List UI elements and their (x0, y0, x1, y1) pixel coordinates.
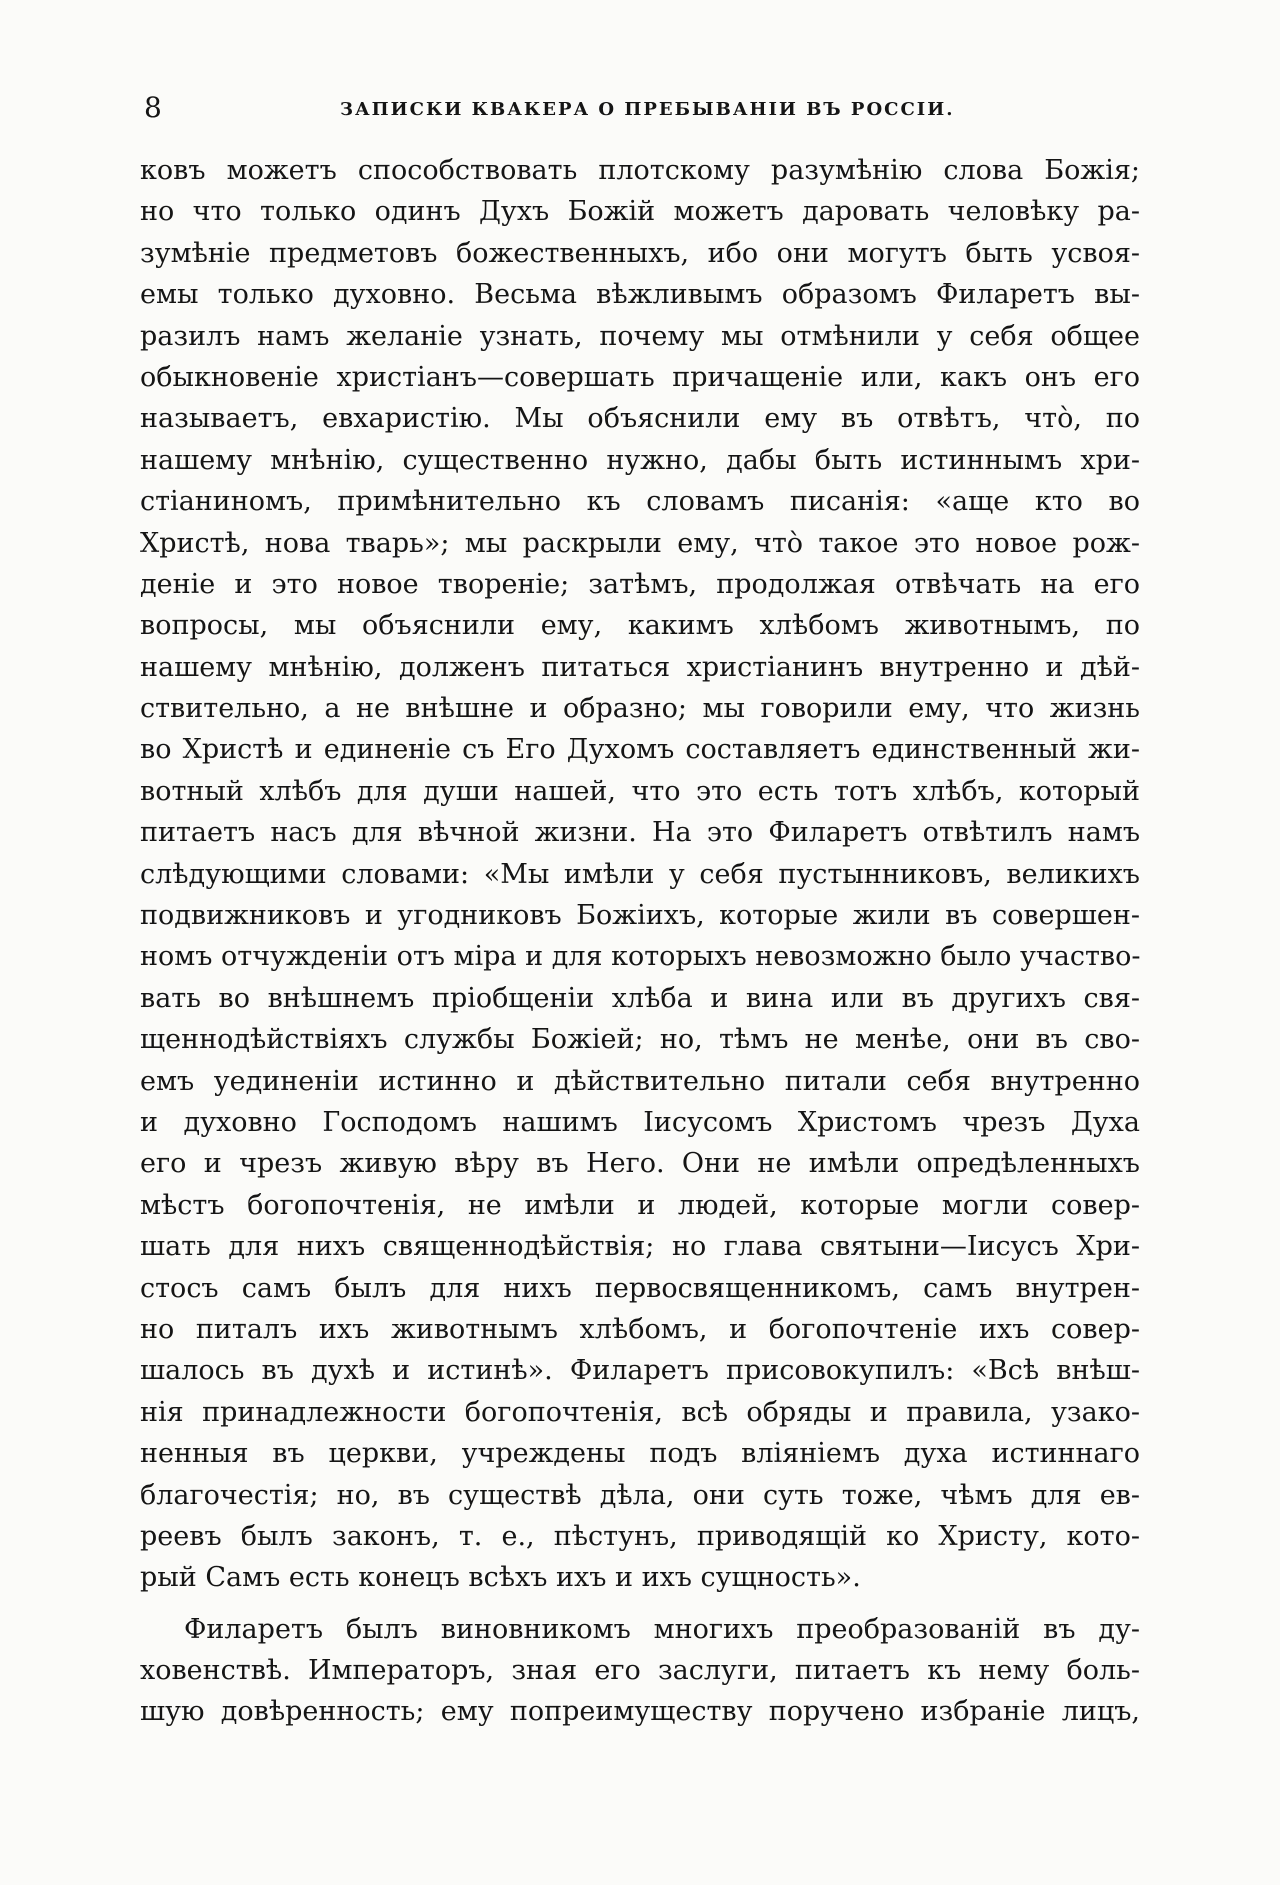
text-line: нашему мнѣнію, долженъ питаться христіанинъ внутренно и дѣй- (140, 651, 1140, 683)
text-line: вотный хлѣбъ для души нашей, что это есть тотъ хлѣбъ, который (140, 775, 1140, 807)
text-line: слѣдующими словами: «Мы имѣли у себя пустынниковъ, великихъ (140, 858, 1140, 890)
text-line: шалось въ духѣ и истинѣ». Филаретъ присовокупилъ: «Всѣ внѣш- (140, 1355, 1140, 1387)
text-line: шую довѣренность; ему попреимуществу поручено избраніе лицъ, (140, 1696, 1140, 1728)
text-line: шать для нихъ священнодѣйствія; но глава святыни—Іисусъ Хри- (140, 1231, 1140, 1263)
text-line: ствительно, а не внѣшне и образно; мы говорили ему, что жизнь (140, 693, 1140, 725)
text-line: емъ уединеніи истинно и дѣйствительно питали себя внутренно (140, 1065, 1140, 1097)
text-line: вать во внѣшнемъ пріобщеніи хлѣба и вина или въ другихъ свя- (140, 982, 1140, 1014)
text-line: емы только духовно. Весьма вѣжливымъ образомъ Филаретъ вы- (140, 279, 1140, 311)
paragraph-gap (140, 1599, 1140, 1609)
text-line: ненныя въ церкви, учреждены подъ вліяніемъ духа истиннаго (140, 1438, 1140, 1470)
text-line: нашему мнѣнію, существенно нужно, дабы быть истиннымъ хри- (140, 444, 1140, 476)
text-line: щеннодѣйствіяхъ службы Божіей; но, тѣмъ не менѣе, они въ сво- (140, 1024, 1140, 1056)
text-line: подвижниковъ и угодниковъ Божіихъ, которые жили въ совершен- (140, 900, 1140, 932)
text-line: называетъ, евхаристію. Мы объяснили ему въ отвѣтъ, что̀, по (140, 403, 1140, 435)
text-line: стіаниномъ, примѣнительно къ словамъ писанія: «аще кто во (140, 486, 1140, 518)
text-line: вопросы, мы объяснили ему, какимъ хлѣбомъ животнымъ, по (140, 610, 1140, 642)
text-line: питаетъ насъ для вѣчной жизни. На это Филаретъ отвѣтилъ намъ (140, 817, 1140, 849)
text-line: мѣстъ богопочтенія, не имѣли и людей, которые могли совер- (140, 1189, 1140, 1221)
text-line: нія принадлежности богопочтенія, всѣ обряды и правила, узако- (140, 1396, 1140, 1428)
text-line: разилъ намъ желаніе узнать, почему мы отмѣнили у себя общее (140, 320, 1140, 352)
text-line: но питалъ ихъ животнымъ хлѣбомъ, и богопочтеніе ихъ совер- (140, 1313, 1140, 1345)
paragraph (140, 150, 1140, 1599)
page-number: 8 (144, 91, 162, 124)
text-line: во Христѣ и единеніе съ Его Духомъ составляетъ единственный жи- (140, 734, 1140, 766)
text-line: стосъ самъ былъ для нихъ первосвященникомъ, самъ внутрен- (140, 1272, 1140, 1304)
running-title: ЗАПИСКИ КВАКЕРА О ПРЕБЫВАНІИ ВЪ РОССІИ. (340, 99, 955, 120)
text-line: но что только одинъ Духъ Божій можетъ даровать человѣку ра- (140, 196, 1140, 228)
text-line: Христѣ, нова тварь»; мы раскрыли ему, что̀ такое это новое рож- (140, 527, 1140, 559)
text-line: и духовно Господомъ нашимъ Іисусомъ Христомъ чрезъ Духа (140, 1106, 1140, 1138)
text-line: ковъ можетъ способствовать плотскому разумѣнію слова Божія; (140, 155, 1140, 186)
text-line: зумѣніе предметовъ божественныхъ, ибо они могутъ быть усвоя- (140, 237, 1140, 269)
text-line: Филаретъ былъ виновникомъ многихъ преобразованій въ ду- (184, 1613, 1140, 1645)
text-line: реевъ былъ законъ, т. е., пѣстунъ, приводящій ко Христу, кото- (140, 1520, 1140, 1552)
paragraph (140, 1609, 1140, 1733)
text-line: ховенствѣ. Императоръ, зная его заслуги, питаетъ къ нему боль- (140, 1655, 1140, 1687)
text-line: обыкновеніе христіанъ—совершать причащеніе или, какъ онъ его (140, 361, 1140, 393)
body-text (140, 150, 1140, 1733)
text-line: благочестія; но, въ существѣ дѣла, они суть тоже, чѣмъ для ев- (140, 1479, 1140, 1511)
text-line: номъ отчужденіи отъ міра и для которыхъ невозможно было участво- (140, 941, 1140, 973)
text-line: рый Самъ есть конецъ всѣхъ ихъ и ихъ сущность». (140, 1562, 861, 1594)
text-line: деніе и это новое твореніе; затѣмъ, продолжая отвѣчать на его (140, 568, 1140, 600)
text-line: его и чрезъ живую вѣру въ Него. Они не имѣли опредѣленныхъ (140, 1148, 1140, 1180)
running-head (140, 88, 1120, 128)
